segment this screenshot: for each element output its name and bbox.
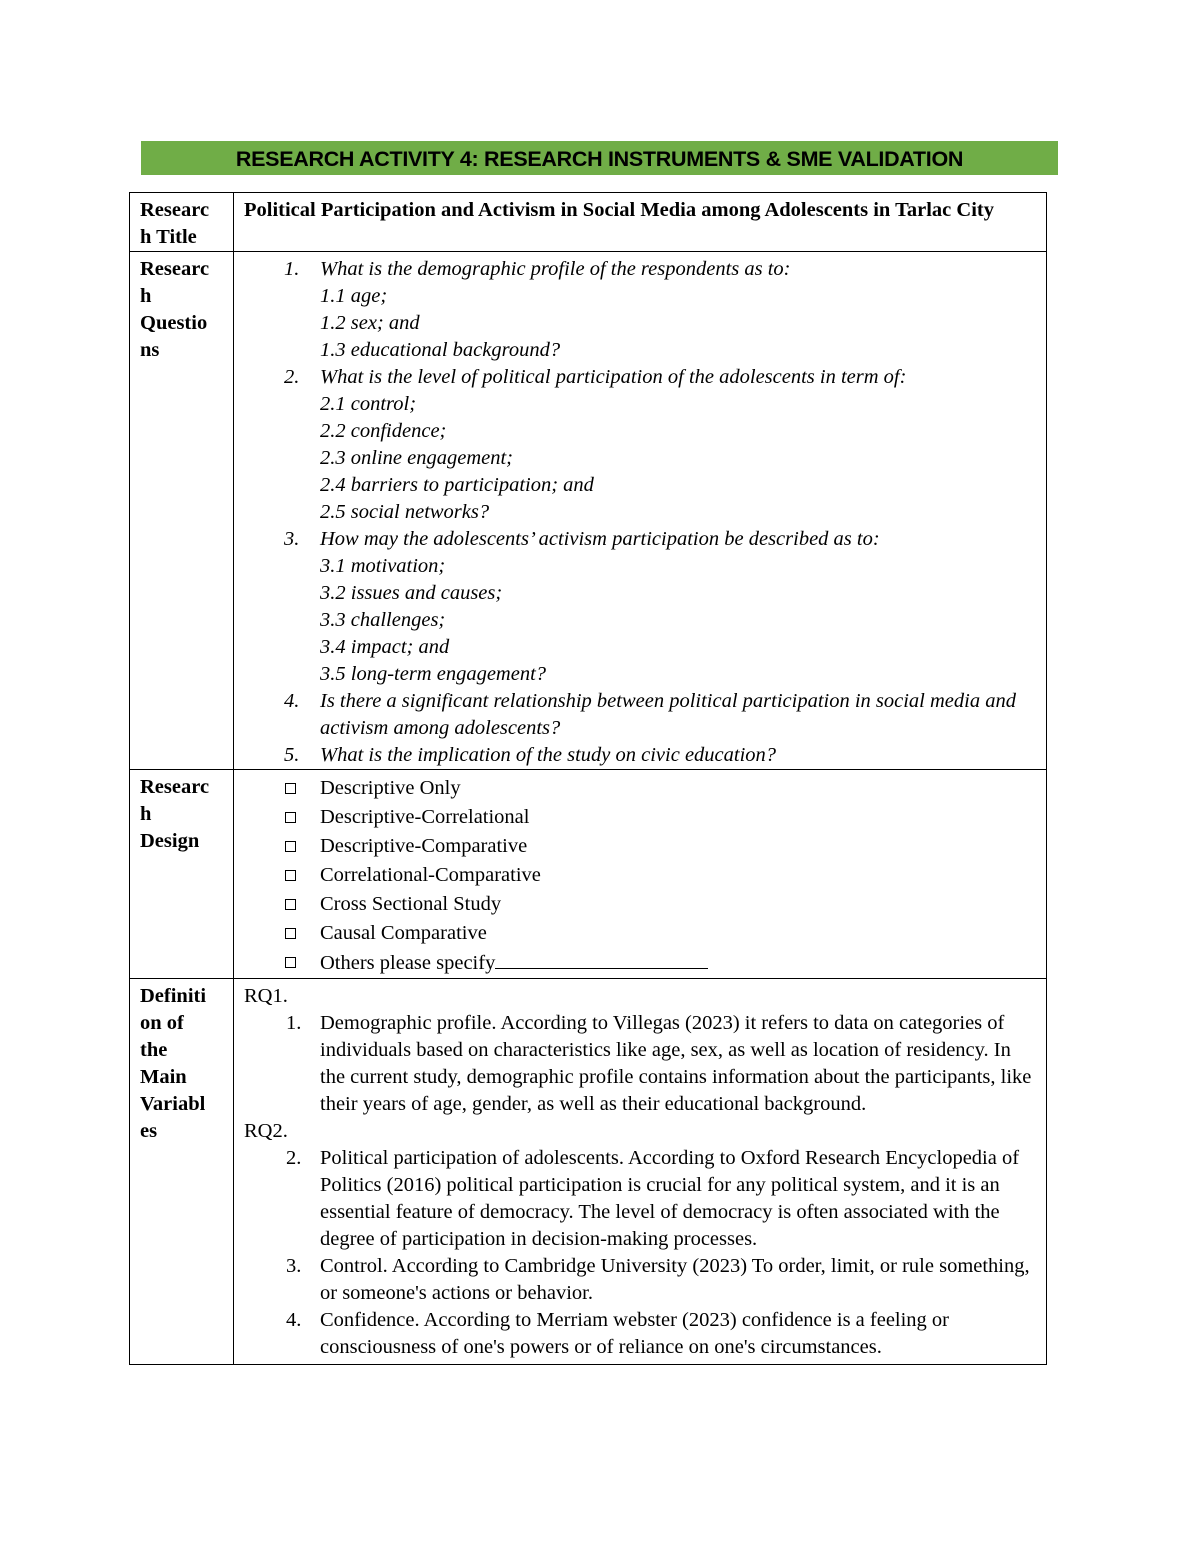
definition-number: 4. bbox=[286, 1309, 302, 1331]
label-line: Questio bbox=[140, 312, 208, 334]
row-research-design bbox=[130, 770, 1047, 979]
label-line: the bbox=[140, 1039, 168, 1061]
design-option-correlational-comparative[interactable] bbox=[320, 861, 1038, 890]
label-line: ns bbox=[140, 339, 160, 361]
checkbox-icon[interactable] bbox=[285, 812, 296, 823]
sub-question: 1.2 sex; and bbox=[320, 312, 420, 334]
definition-item bbox=[286, 1307, 1038, 1361]
option-label: Cross Sectional Study bbox=[320, 893, 502, 915]
checkbox-icon[interactable] bbox=[285, 957, 296, 968]
question-number: 3. bbox=[284, 528, 300, 550]
label-line: Design bbox=[140, 830, 200, 852]
sub-question: 2.4 barriers to participation; and bbox=[320, 474, 594, 496]
label-line: Researc bbox=[140, 258, 210, 280]
label-line: Definiti bbox=[140, 985, 207, 1007]
label-line: on of bbox=[140, 1012, 184, 1034]
research-questions-list bbox=[234, 252, 1047, 770]
label-definitions bbox=[130, 979, 234, 1365]
label-line: h Title bbox=[140, 226, 197, 248]
design-option-descriptive-correlational[interactable] bbox=[320, 803, 1038, 832]
sub-question: 3.2 issues and causes; bbox=[320, 582, 503, 604]
checkbox-icon[interactable] bbox=[285, 783, 296, 794]
activity-banner: RESEARCH ACTIVITY 4: RESEARCH INSTRUMENTS & SME VALIDATION bbox=[141, 141, 1058, 175]
option-label: Descriptive-Correlational bbox=[320, 806, 530, 828]
label-line: Researc bbox=[140, 199, 210, 221]
sub-question: 3.4 impact; and bbox=[320, 636, 450, 658]
sub-question: 1.1 age; bbox=[320, 285, 388, 307]
checkbox-icon[interactable] bbox=[285, 899, 296, 910]
label-line: h bbox=[140, 803, 152, 825]
definition-item bbox=[286, 1010, 1038, 1118]
question-text: What is the level of political participation of the adolescents in term of: bbox=[320, 366, 907, 388]
research-design-options bbox=[234, 770, 1047, 979]
research-title-value: Political Participation and Activism in Social Media among Adolescents in Tarlac City bbox=[234, 193, 1047, 252]
design-option-descriptive-only[interactable] bbox=[320, 774, 1038, 803]
option-label: Causal Comparative bbox=[320, 922, 487, 944]
research-table bbox=[129, 192, 1047, 1365]
label-line: Variabl bbox=[140, 1093, 206, 1115]
design-option-cross-sectional[interactable] bbox=[320, 890, 1038, 919]
rq-heading: RQ2. bbox=[244, 1120, 288, 1142]
label-research-questions bbox=[130, 252, 234, 770]
checkbox-icon[interactable] bbox=[285, 870, 296, 881]
sub-question: 3.5 long-term engagement? bbox=[320, 663, 547, 685]
label-line: h bbox=[140, 285, 152, 307]
label-line: Researc bbox=[140, 776, 210, 798]
sub-question: 2.2 confidence; bbox=[320, 420, 447, 442]
sub-question: 3.1 motivation; bbox=[320, 555, 446, 577]
sub-question: 2.3 online engagement; bbox=[320, 447, 513, 469]
rq-heading: RQ1. bbox=[244, 985, 288, 1007]
sub-question: 3.3 challenges; bbox=[320, 609, 446, 631]
row-definitions bbox=[130, 979, 1047, 1365]
question-text: How may the adolescents’ activism participation be described as to: bbox=[320, 528, 880, 550]
definitions-content bbox=[234, 979, 1047, 1365]
research-question bbox=[284, 256, 1038, 283]
question-text: What is the demographic profile of the respondents as to: bbox=[320, 258, 791, 280]
sub-question: 2.1 control; bbox=[320, 393, 417, 415]
option-label: Descriptive Only bbox=[320, 777, 461, 799]
question-number: 2. bbox=[284, 366, 300, 388]
question-text: What is the implication of the study on civic education? bbox=[320, 744, 777, 766]
definition-number: 3. bbox=[286, 1255, 302, 1277]
definition-text: Confidence. According to Merriam webster (2023) confidence is a feeling or consciousness of one's powers or of reliance on one's circumstances. bbox=[320, 1309, 950, 1358]
definition-item bbox=[286, 1253, 1038, 1307]
sub-question: 1.3 educational background? bbox=[320, 339, 561, 361]
question-number: 1. bbox=[284, 258, 300, 280]
label-line: Main bbox=[140, 1066, 187, 1088]
definition-number: 1. bbox=[286, 1012, 302, 1034]
question-text: Is there a significant relationship between political participation in social media and activism among adolescents? bbox=[320, 690, 1016, 739]
definition-number: 2. bbox=[286, 1147, 302, 1169]
research-question bbox=[284, 742, 1038, 769]
design-option-causal-comparative[interactable] bbox=[320, 919, 1038, 948]
row-research-questions bbox=[130, 252, 1047, 770]
question-number: 5. bbox=[284, 744, 300, 766]
label-research-title bbox=[130, 193, 234, 252]
design-option-others[interactable] bbox=[320, 948, 1038, 978]
design-option-descriptive-comparative[interactable] bbox=[320, 832, 1038, 861]
label-research-design bbox=[130, 770, 234, 979]
research-question bbox=[284, 526, 1038, 553]
question-number: 4. bbox=[284, 690, 300, 712]
definition-item bbox=[286, 1145, 1038, 1253]
checkbox-icon[interactable] bbox=[285, 841, 296, 852]
option-label: Descriptive-Comparative bbox=[320, 835, 528, 857]
definition-text: Demographic profile. According to Villegas (2023) it refers to data on categories of individuals based on characteristics like age, sex, as well as location of residency. In the current study, demographic profile contains information about the participants, like their years of age, gender, as well as their educational background. bbox=[320, 1012, 1032, 1115]
specify-blank-line[interactable] bbox=[495, 948, 708, 969]
sub-question: 2.5 social networks? bbox=[320, 501, 490, 523]
option-label: Correlational-Comparative bbox=[320, 864, 541, 886]
checkbox-icon[interactable] bbox=[285, 928, 296, 939]
research-question bbox=[284, 688, 1038, 742]
row-research-title bbox=[130, 193, 1047, 252]
research-question bbox=[284, 364, 1038, 391]
option-label: Others please specify bbox=[320, 952, 496, 974]
label-line: es bbox=[140, 1120, 158, 1142]
definition-text: Control. According to Cambridge University (2023) To order, limit, or rule something, or someone's actions or behavior. bbox=[320, 1255, 1030, 1304]
definition-text: Political participation of adolescents. According to Oxford Research Encyclopedia of Politics (2016) political participation is crucial for any political system, and it is an essential feature of democracy. The level of democracy is often associated with the degree of participation in decision-making processes. bbox=[320, 1147, 1020, 1250]
